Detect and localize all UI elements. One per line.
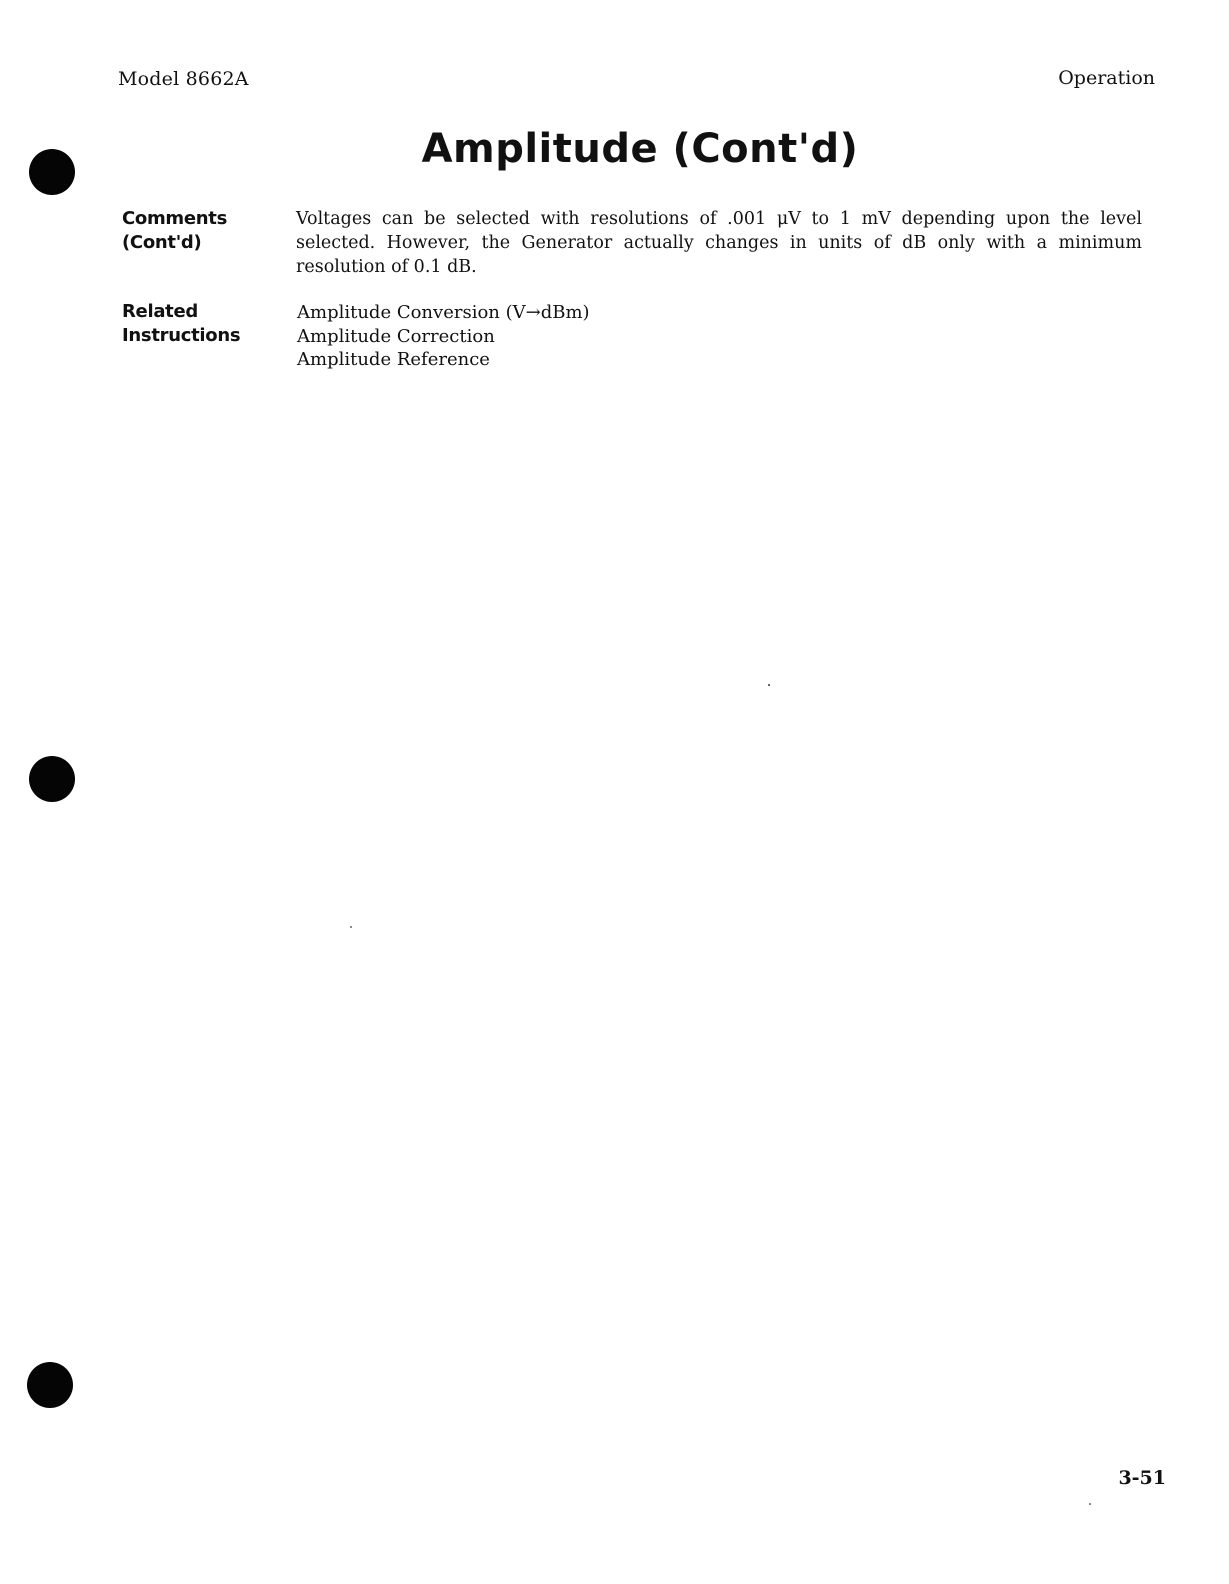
scan-speck <box>350 926 352 928</box>
scan-speck <box>1089 1503 1091 1505</box>
related-label <box>122 300 282 348</box>
related-instructions-list <box>297 301 590 372</box>
related-label-line1: Related <box>122 301 198 322</box>
binder-hole-bottom <box>27 1362 73 1408</box>
page-number: 3-51 <box>1118 1467 1166 1489</box>
model-header: Model 8662A <box>118 68 249 90</box>
related-item: Amplitude Correction <box>297 325 495 347</box>
comments-label <box>122 207 282 255</box>
related-label-line2: Instructions <box>122 325 241 346</box>
comments-label-line1: Comments <box>122 208 228 229</box>
related-item: Amplitude Reference <box>297 349 490 370</box>
scan-speck <box>768 684 770 686</box>
page-title: Amplitude (Cont'd) <box>421 126 859 172</box>
comments-text: Voltages can be selected with resolutions of .001 μV to 1 mV depending upon the level selected. However, the Generator actually changes in units of dB only with a minimum resolution of 0.1 dB. <box>296 209 1142 277</box>
binder-hole-middle <box>29 756 75 802</box>
related-item: Amplitude Conversion (V→dBm) <box>297 302 590 323</box>
section-header: Operation <box>1058 67 1155 89</box>
comments-label-line2: (Cont'd) <box>122 232 202 253</box>
